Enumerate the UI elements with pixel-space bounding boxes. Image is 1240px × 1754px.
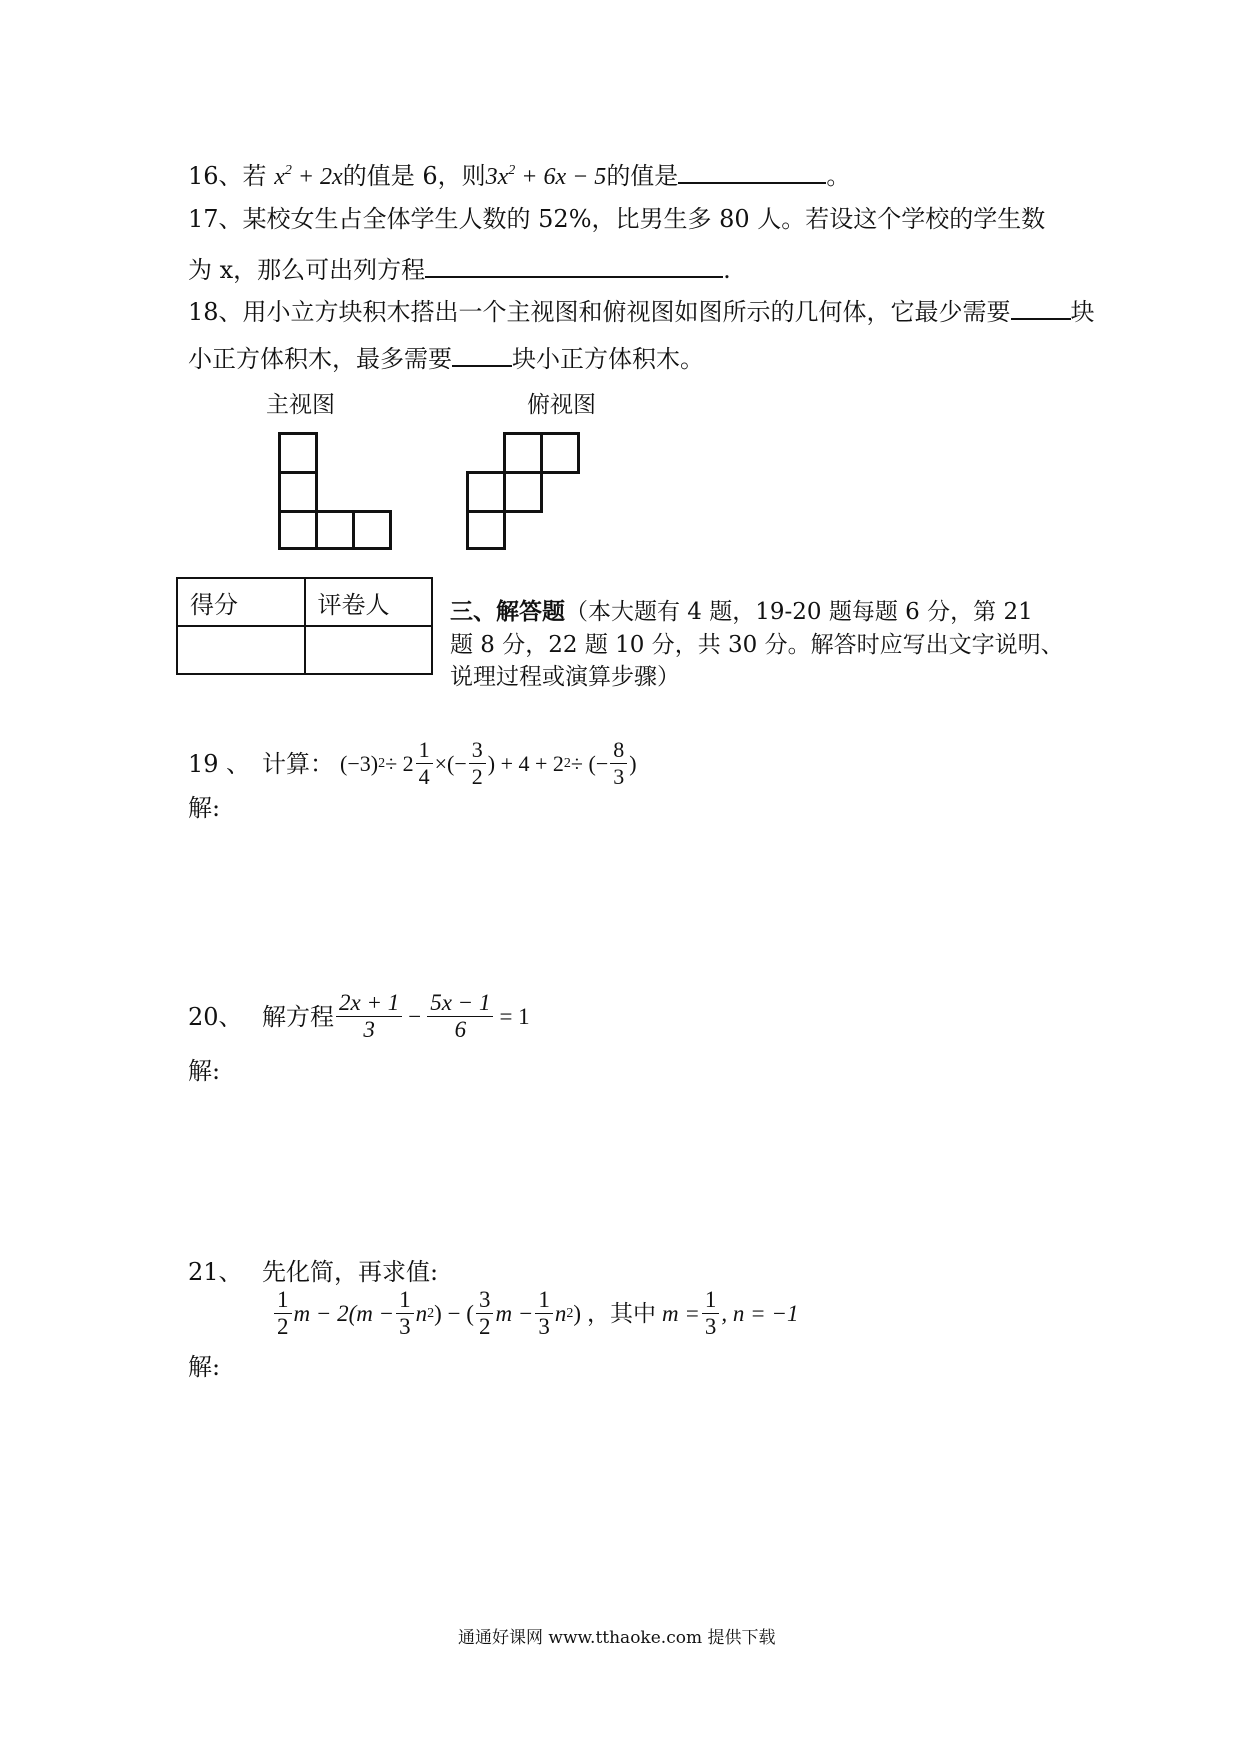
q20-solution-label: 解: (188, 1057, 221, 1085)
q17-end: . (723, 256, 731, 284)
q18-max-blank[interactable] (452, 343, 512, 367)
page-footer: 通通好课网 www.tthaoke.com 提供下载 (458, 1628, 776, 1648)
top-cell (466, 471, 506, 513)
q18-line1-b: 块 (1070, 298, 1095, 326)
q19-number: 19 、 (188, 749, 251, 778)
q18-min-blank[interactable] (1011, 296, 1071, 320)
front-cell (278, 432, 318, 474)
top-view-label: 俯视图 (527, 392, 596, 418)
section-3-desc3: 说理过程或演算步骤） (450, 664, 680, 690)
q16-number: 16、 (188, 162, 243, 190)
front-cell (315, 510, 355, 550)
section-3-heading: 三、解答题 (450, 598, 565, 625)
q17-line2: 为 x，那么可出列方程 (188, 256, 426, 284)
q21-expression: $\frac{1}{2}$ m − 2(m − $\frac{1}{3}$ n 2 ) − ( $\frac{3}{2}$ m − $\frac{1}{3}$ n 2 ) ，其中 m = $\frac{1}{3}$ , n = −1 (272, 1287, 798, 1340)
question-16 (188, 160, 850, 192)
question-20 (188, 990, 530, 1043)
q18-line1-a: 18、用小立方块积木搭出一个主视图和俯视图如图所示的几何体，它最少需要 (188, 298, 1011, 326)
grader-header: 评卷人 (305, 578, 433, 626)
q21-number: 21、 (188, 1258, 243, 1286)
q20-equation: $\frac{2x + 1}{3}$ − $\frac{5x - 1}{6}$ = 1 (334, 990, 530, 1043)
front-cell (352, 510, 392, 550)
q16-mid: 的值是 6，则 (342, 162, 486, 190)
q21-label: 先化简，再求值: (262, 1258, 439, 1286)
q16-answer-blank[interactable] (678, 160, 826, 184)
question-18-line1 (188, 296, 1095, 327)
section-3-line1 (450, 597, 1033, 627)
question-21 (188, 1257, 438, 1287)
question-19 (188, 737, 637, 790)
q19-solution-label: 解: (188, 794, 221, 822)
q20-label: 解方程 (262, 1002, 334, 1031)
q16-end: 。 (826, 162, 851, 190)
q21-solution-label: 解: (188, 1353, 221, 1381)
front-cell (278, 471, 318, 513)
top-cell (466, 510, 506, 550)
q19-expression: (−3) 2 ÷ 2 $\frac{1}{4}$ ×(− $\frac{3}{2}$ ) + 4 + 2 2 ÷ (− $\frac{8}{3}$ ) (340, 737, 637, 789)
q16-expr1: $x^2 + 2x$ (274, 163, 343, 190)
front-view-label: 主视图 (266, 392, 335, 418)
q20-number: 20、 (188, 1002, 243, 1031)
top-cell (503, 471, 543, 513)
q16-post: 的值是 (606, 162, 679, 190)
score-header: 得分 (177, 578, 305, 626)
score-table (176, 577, 433, 675)
q17-line1: 17、某校女生占全体学生人数的 52%，比男生多 80 人。若设这个学校的学生数 (188, 205, 1046, 233)
question-18-line2 (188, 343, 704, 374)
section-3-desc2: 题 8 分，22 题 10 分，共 30 分。解答时应写出文字说明、 (450, 632, 1064, 658)
q17-answer-blank[interactable] (425, 254, 723, 278)
grader-cell[interactable] (305, 626, 433, 674)
question-17-line2 (188, 254, 731, 285)
top-cell (540, 432, 580, 474)
score-cell[interactable] (177, 626, 305, 674)
q16-expr2: $3x^2 + 6x - 5$ (485, 163, 607, 190)
q16-pre: 若 (242, 162, 267, 190)
q19-label: 计算： (262, 749, 334, 778)
section-3-desc1: （本大题有 4 题，19-20 题每题 6 分，第 21 (565, 599, 1033, 625)
front-cell (278, 510, 318, 550)
top-cell (503, 432, 543, 474)
q18-line2-b: 块小正方体积木。 (512, 345, 704, 373)
q18-line2-a: 小正方体积木，最多需要 (188, 345, 452, 373)
